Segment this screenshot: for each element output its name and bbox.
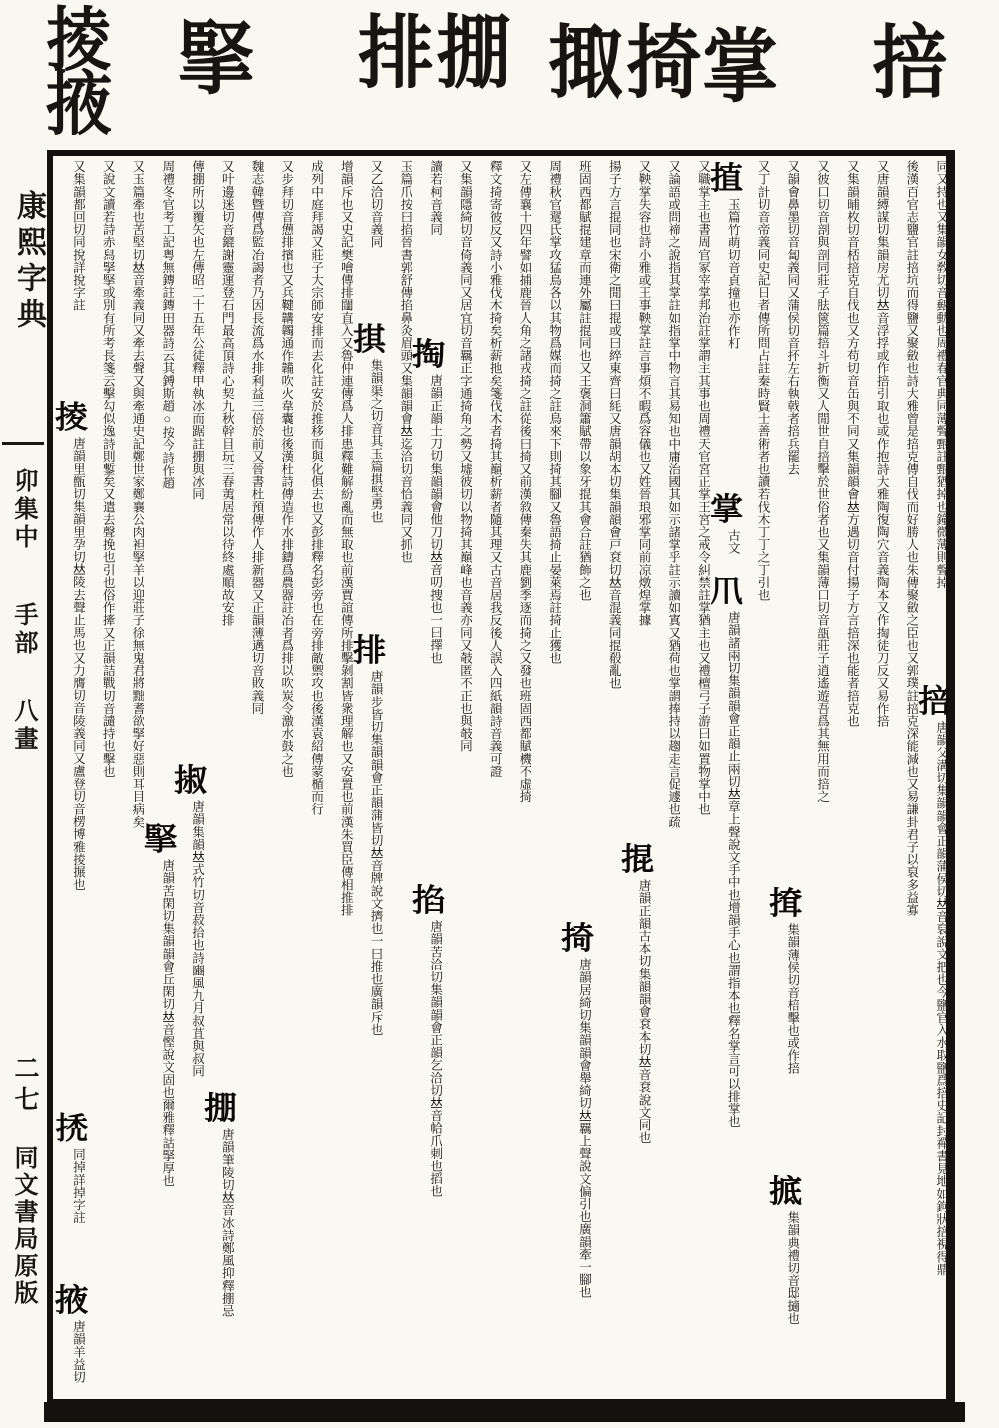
annotation-text: 古文 [725, 528, 740, 554]
annotation-text: 同又持也又集韻女敎切音甀動也周禮春官典同薄聲甄註甄猶掉也鐘微薄則聲掉 [934, 160, 949, 589]
entry-head-character: 掖 [54, 1283, 89, 1319]
entry-head-character: 掤 [203, 1091, 238, 1127]
annotation-text: 又叶邊迷切音鎞謝靈運登石門最高頂詩心契九秋幹目玩三春荑居常以待終處順故安排 [219, 160, 234, 627]
text-column [324, 160, 353, 1398]
seal-group [46, 3, 114, 144]
text-column [473, 160, 502, 1398]
page-number: 二七 [11, 1055, 38, 1117]
annotation-text: 又職掌主也書周官冢宰掌邦治註掌謂主其事也周禮天官宮正掌王宮之戒令糾禁註掌猶主也又禮檀弓子游曰如置物掌中也 [696, 160, 711, 816]
annotation-text: 玉篇爪按曰掐晉書郭舒傳掐鼻灸眉頭又集韻韻會𠀤迄洽切音恰義同又抓也 [398, 160, 413, 564]
text-column [443, 160, 472, 1398]
text-column [800, 160, 829, 1398]
annotation-text: 又左傳襄十四年譬如捕鹿晉人角之諸戎掎之註從後曰掎又前漢敘傳秦失其鹿劉季逐而掎之又發也班固西都賦機不虛掎 [517, 160, 532, 803]
annotation-text: 又步拜切音憊排擯也又兵鞬韝韣通作韛吹火韋囊也後漢杜詩傳造作水排鑄爲農器註冶者爲排以吹炭令激水鼓之也 [279, 160, 294, 778]
stroke-count-label: 八畫 [10, 698, 36, 754]
entry-head-character: 掍 [620, 842, 654, 878]
text-column [592, 160, 621, 1398]
entry-head-character: 掏 [412, 336, 446, 372]
text-column [769, 160, 803, 1398]
annotation-text: 釋文掎寄彼反又詩小雅伐木掎矣析薪扡矣箋伐木者掎其巔析薪者隨其理又古音居我反後人誤入四紙韻詩音義可證 [487, 160, 502, 778]
text-column [86, 160, 115, 1398]
annotation-text: 又乙洽切音義同 [368, 160, 383, 249]
volume-label: 卯集中 [10, 468, 36, 552]
text-column [264, 160, 293, 1398]
text-column [116, 160, 145, 1398]
seal-group [548, 19, 704, 109]
text-column [651, 160, 680, 1398]
entry-head-character: 掊 [918, 684, 952, 720]
entry-head-character: 掐 [412, 883, 446, 919]
annotation-text: 揚子方言掍同也宋衛之閒曰掍或曰綷東齊曰䋃又唐韻胡本切集韻韻會戸袞切𠀤音混義同掍殽亂也 [606, 160, 621, 690]
annotation-text: 又彼口切音剖與剖同莊子胠篋篇掊斗折衡又人閒世自掊擊於世俗者也又集韻薄口切音瓿莊子逍遙遊吾爲其無用而掊之 [815, 160, 830, 803]
text-column [681, 160, 710, 1398]
seal-character: 掌 [702, 23, 780, 113]
annotation-text: 唐韻苦洽切集韻韻會正韻乞洽切𠀤音帢爪刺也搯也 [428, 920, 443, 1198]
seal-group [872, 19, 950, 109]
bottom-border-bar [44, 1402, 965, 1422]
text-column [203, 160, 238, 1398]
text-column [412, 160, 446, 1398]
seal-character: 掤 [436, 9, 514, 99]
annotation-text: 又說文讀若詩赤舄掔掔或別有所考長箋云擊勾似逸詩則鏨矣又遣去聲挽也引也俗作撁又正韻詰戰切音譴持也擊也 [100, 160, 115, 778]
sidebar-divider [2, 442, 44, 445]
text-column [173, 160, 208, 1398]
entry-head-character: 掌 [709, 491, 744, 527]
text-column [352, 160, 386, 1398]
annotation-text: 增韻斥也又史記樊噲傳排闥直入又魯仲連傳爲人排患釋難解紛亂而無取也前漢賈誼傳所排擊剝割皆衆理解也又安置也前漢朱買臣傳相推排 [338, 160, 353, 916]
text-column [54, 160, 89, 1398]
annotation-text: 又唐韻縛謀切集韻房尤切𠀤音浮捊或作掊引取也或作抱詩大雅陶復陶穴音義陶本又作掏徒刀反又易作掊 [874, 160, 889, 727]
annotation-text: 唐韻集韻𠀤式竹切音菽拾也詩豳風九月叔苴與叔同 [190, 799, 205, 1077]
annotation-text: 集韻典禮切音邸擿也 [785, 1210, 800, 1325]
annotation-text: 唐韻筆陵切𠀤音冰詩鄭風抑釋掤忌 [219, 1128, 234, 1318]
text-column [560, 160, 595, 1398]
entry-head-character: 𢱕 [769, 886, 803, 922]
seal-character: 掔 [178, 15, 256, 105]
annotation-text: 唐韻步皆切集韻韻會正韻蒲皆切𠀤音牌說文擠也一曰推也廣韻斥也 [368, 669, 383, 1035]
entry-head-character: 掑 [352, 321, 386, 357]
annotation-text: 唐韻正韻古本切集韻韻會袞本切𠀤音袞說文同也 [636, 879, 651, 1144]
entry-head-character: 𢬳 [54, 1111, 89, 1147]
annotation-text: 又玉篇牽也苦堅切𠀤音牽義同又牽去聲又與牽通史記鄭世家鄭襄公肉袒掔羊以迎莊子徐無鬼君將黜耆欲掔好惡則耳目病矣 [130, 160, 145, 828]
annotation-text: 又論語或問禘之說指其掌註如指掌中物言其易知也中庸治國其如示諸掌乎註示讀如寘又猶荷也掌謂捧持以趨走言促遽也疏 [666, 160, 681, 828]
text-column [294, 160, 323, 1398]
dictionary-title: 康熙字典 [12, 190, 45, 334]
text-column [235, 160, 264, 1398]
entry-columns [54, 160, 952, 1398]
annotation-text: 同掉詳掉字註 [70, 1148, 85, 1224]
seal-group [702, 23, 780, 113]
annotation-text: 又鞅掌失容也詩小雅或王事鞅掌註言事煩不暇爲容儀也又姓晉琅邪掌同前凉燉煌掌據 [636, 160, 651, 627]
annotation-text: 唐韻苦閑切集韻韻會丘閑切𠀤音慳說文固也爾雅釋詁掔厚也 [160, 859, 175, 1187]
entry-head-character: 掎 [560, 921, 595, 957]
annotation-text: 唐韻居綺切集韻韻會舉綺切𠀤羈上聲說文偏引也廣韻牽一腳也 [576, 958, 591, 1299]
sidebar [0, 150, 47, 1428]
annotation-text: 又集韻隱綺切音倚義同又居宜切音羈正字通掎角之勢又墟彼切以物掎其巔峰也音義亦同又攲匿不正也與攲同 [457, 160, 472, 753]
annotation-text: 魏志韓曁傳爲監冶謁者乃因長流爲水排利益三倍於前又晉書杜預傳作人排新器又正韻薄邁切音敗義同 [249, 160, 264, 715]
annotation-text: 周禮冬官考工記粤無鏄註鏄田器詩云其鎛斯趙○按今詩作趙 [160, 160, 175, 489]
annotation-text: 傳掤所以覆矢也左傳昭二十五年公徒釋甲執冰而踞註掤與冰同 [190, 160, 205, 501]
annotation-text: 讀若柯音義同 [428, 160, 443, 236]
annotation-text: 唐韻正韻土刀切集韻韻會他刀切𠀤音叨捜也一曰擇也 [428, 373, 443, 664]
entry-head-character: 排 [352, 632, 386, 668]
entry-head-character: 㨁 [709, 161, 744, 196]
entry-head-character: 掕 [54, 400, 89, 436]
text-column [620, 160, 654, 1398]
radical-label: 手部 [10, 602, 36, 658]
seal-character: 掎 [626, 19, 704, 109]
text-column [532, 160, 561, 1398]
seal-character: 掫 [548, 19, 626, 109]
annotation-text: 集韻薄侯切音棓擊也或作掊 [785, 923, 800, 1075]
seal-character: 掊 [872, 19, 950, 109]
annotation-text: 集韻渠之切音其玉篇掑堅勇也 [368, 358, 383, 523]
entry-head-character: 掋 [769, 1173, 803, 1209]
annotation-text: 成列中庭拜謁又莊子大宗師安排而去化註安於推移而與化俱去也又彭排釋名彭旁也在旁排敵禦攻也後漢袁紹傳蒙楯而行 [309, 160, 324, 816]
entry-head-character: 𤓯 [709, 574, 744, 610]
annotation-text: 又集韻晡枚切音桮掊克自伐也又方苟切音缶與不同又集韻韻會𠀤方遇切音付揚子方言掊深也能者掊克也 [844, 160, 859, 727]
publisher-label: 同文書局原版 [10, 1145, 36, 1307]
text-column [144, 160, 178, 1398]
annotation-text: 後漢百官志鹽官註掊坑而得鹽又聚斂也詩大雅曾是掊克傳自伐而好勝人也朱傳聚斂之臣也又郭璞註掊克深能減也又易謙卦君子以裒多益寡 [904, 160, 919, 916]
seal-character: 掕 [46, 3, 114, 80]
annotation-text: 班固西都賦掍建章而連外屬註掍同也又王褒洞簫賦帶以象牙掍其會合註猶飾之也 [576, 160, 591, 601]
annotation-text: 唐韻諸兩切集韻韻會正韻止兩切𠀤章上聲說文手中也增韻手心也謂指本也釋名掌言可以排掌也 [725, 611, 740, 1128]
text-column [383, 160, 412, 1398]
seal-group [178, 15, 256, 105]
entry-head-character: 掔 [144, 822, 178, 858]
seal-group [358, 9, 514, 99]
annotation-text: 唐韻羊益切 [70, 1320, 85, 1384]
annotation-text: 玉篇竹萌切音貞撞也亦作朾 [725, 198, 740, 350]
annotation-text: 又丁計切音帝義同史記日者傳所問占註秦時賢士善術者也讀若伐木丁丁之丁引也 [755, 160, 770, 601]
annotation-text: 又韻會鼻墨切音匐義同又蒲侯切音抔左右執戟者掊兵罷去 [785, 160, 800, 475]
annotation-text: 唐韻父溝切集韻韻會正韻蒲侯切𠀤音裒說文把也今鹽官入水取鹽爲掊史記封禪書見地如鉤狀掊視得鼎 [934, 721, 949, 1276]
text-column [709, 160, 744, 1398]
text-column [830, 160, 859, 1398]
text-column [918, 160, 952, 1398]
annotation-text: 又集韻都回切同挩詳挩字註 [70, 160, 85, 312]
seal-character: 排 [358, 9, 436, 99]
text-column [503, 160, 532, 1398]
text-column [889, 160, 918, 1398]
entry-head-character: 掓 [173, 762, 208, 798]
seal-script-header [0, 0, 999, 150]
annotation-text: 周禮秋官翨氏掌攻猛鳥各以其物爲媒而掎之註鳥來下則掎其腳又魯語掎止晏萊焉註掎止獲也 [547, 160, 562, 664]
seal-character: 掖 [46, 67, 114, 144]
text-column [860, 160, 889, 1398]
text-column [741, 160, 770, 1398]
annotation-text: 唐韻里甑切集韻里孕切𠀤陵去聲止馬也又力膺切音陵義同又盧登切音楞博雅掕搌也 [70, 437, 85, 891]
